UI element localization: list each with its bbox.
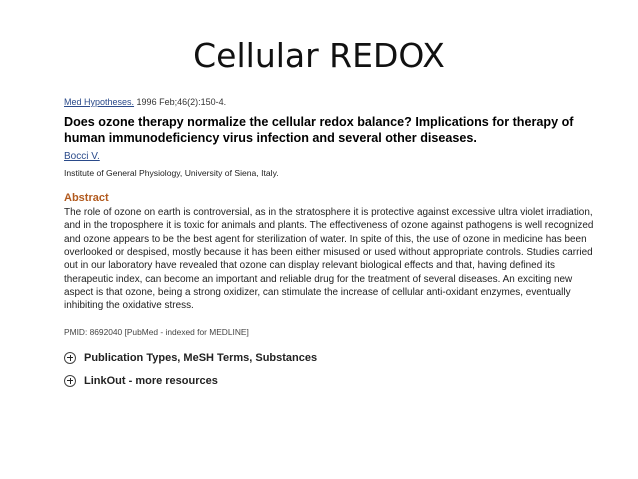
slide-title: Cellular REDOX (193, 36, 445, 75)
journal-link[interactable]: Med Hypotheses. (64, 97, 135, 107)
article-record (64, 96, 604, 387)
pmid-line: PMID: 8692040 [PubMed - indexed for MEDLINE] (64, 326, 249, 337)
expander-label[interactable]: LinkOut - more resources (84, 374, 218, 387)
plus-circle-icon[interactable] (64, 352, 76, 364)
citation-details: 1996 Feb;46(2):150-4. (134, 97, 227, 107)
expander-linkout[interactable] (64, 375, 604, 387)
author-link[interactable]: Bocci V. (64, 151, 100, 162)
abstract-text: The role of ozone on earth is controversial, as in the stratosphere it is protective against excessive ultra violet irradiation, and in the troposphere it is toxic for animals and plants. The effectiveness of ozone against pathogens is well recognized and ozone appears to be the best agent for sterilization of water. In spite of this, the use of ozone in medicine has been overlooked or despised, mostly because it has been either misused or used without appropriate controls. Studies carried out in our laboratory have revealed that ozone can display relevant biological effects and that, having defined its therapeutic index, can become an important and reliable drug for the treatment of several diseases. An exciting new aspect is that ozone, being a strong oxidizer, can stimulate the increase of cellular anti-oxidant enzymes, eventually inhibiting the oxidative stress. (64, 207, 594, 312)
abstract-heading: Abstract (64, 192, 109, 204)
citation-line (64, 96, 604, 108)
expander-publication-types[interactable] (64, 352, 604, 364)
author-affiliation: Institute of General Physiology, University of Siena, Italy. (64, 168, 279, 178)
plus-circle-icon[interactable] (64, 375, 76, 387)
article-title: Does ozone therapy normalize the cellular redox balance? Implications for therapy of human immunodeficiency virus infection and several other diseases. (64, 115, 574, 145)
expander-label[interactable]: Publication Types, MeSH Terms, Substances (84, 351, 318, 364)
